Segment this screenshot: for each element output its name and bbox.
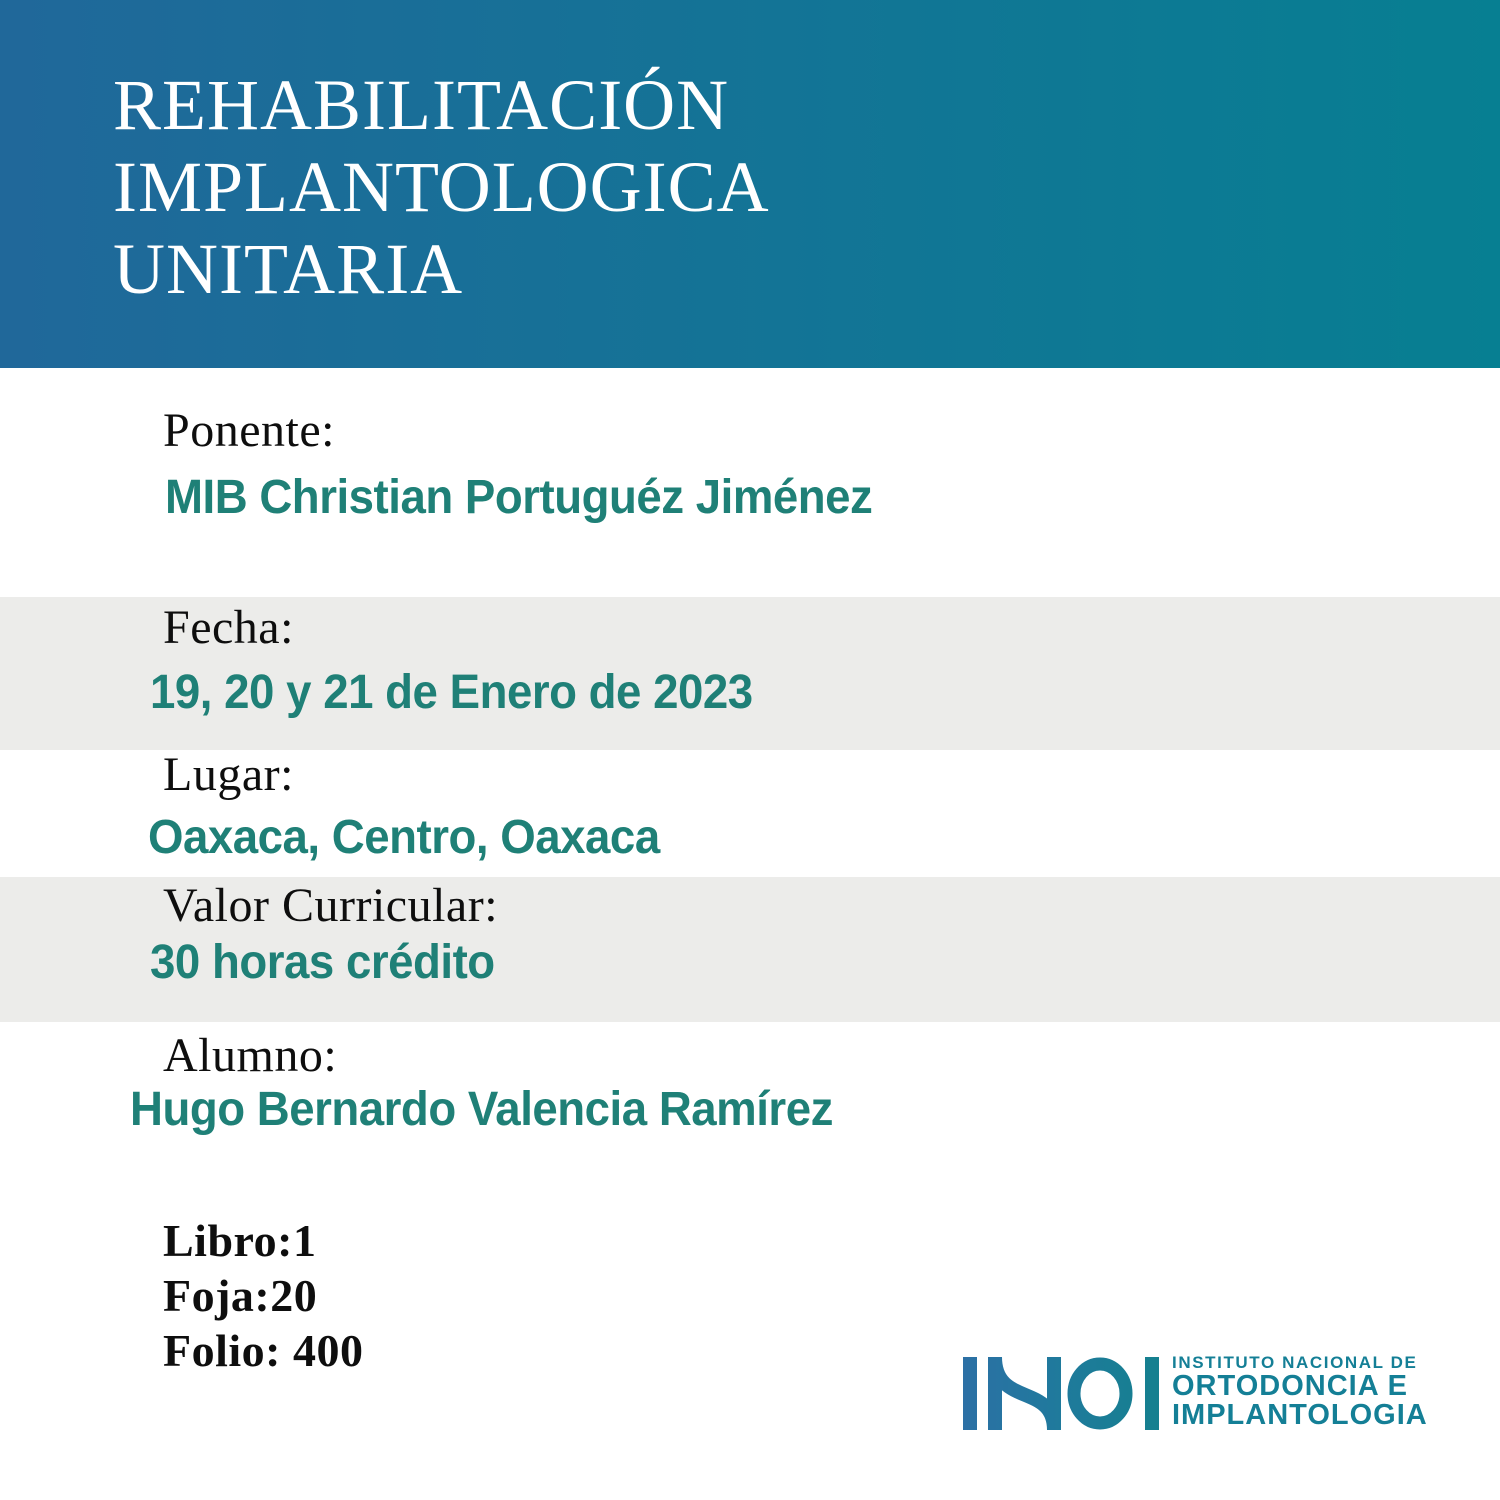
alumno-value: Hugo Bernardo Valencia Ramírez [130,1083,833,1136]
institute-name-line-2: ORTODONCIA E [1172,1370,1408,1402]
valor-curricular-value: 30 horas crédito [150,936,495,989]
fecha-label: Fecha: [163,601,294,654]
registry-folio: Folio: 400 [163,1325,364,1376]
ponente-label: Ponente: [163,404,335,457]
institute-name [1172,1353,1428,1430]
registry-block [163,1213,363,1378]
inoi-logo [963,1353,1428,1430]
ponente-value: MIB Christian Portuguéz Jiménez [165,471,873,524]
course-title-line-2: IMPLANTOLOGICA [113,147,770,227]
course-title [113,64,770,310]
fecha-value: 19, 20 y 21 de Enero de 2023 [150,666,753,719]
lugar-label: Lugar: [163,748,294,801]
institute-name-line-3: IMPLANTOLOGIA [1172,1399,1428,1431]
header-banner [0,0,1500,368]
institute-name-line-1: INSTITUTO NACIONAL DE [1172,1353,1418,1372]
registry-libro: Libro:1 [163,1215,317,1266]
alumno-label: Alumno: [163,1029,338,1082]
course-title-line-1: REHABILITACIÓN [113,65,730,145]
course-title-line-3: UNITARIA [113,229,464,309]
inoi-wordmark-icon [963,1357,1159,1430]
valor-curricular-label: Valor Curricular: [163,879,499,932]
registry-foja: Foja:20 [163,1270,318,1321]
lugar-value: Oaxaca, Centro, Oaxaca [148,811,660,864]
